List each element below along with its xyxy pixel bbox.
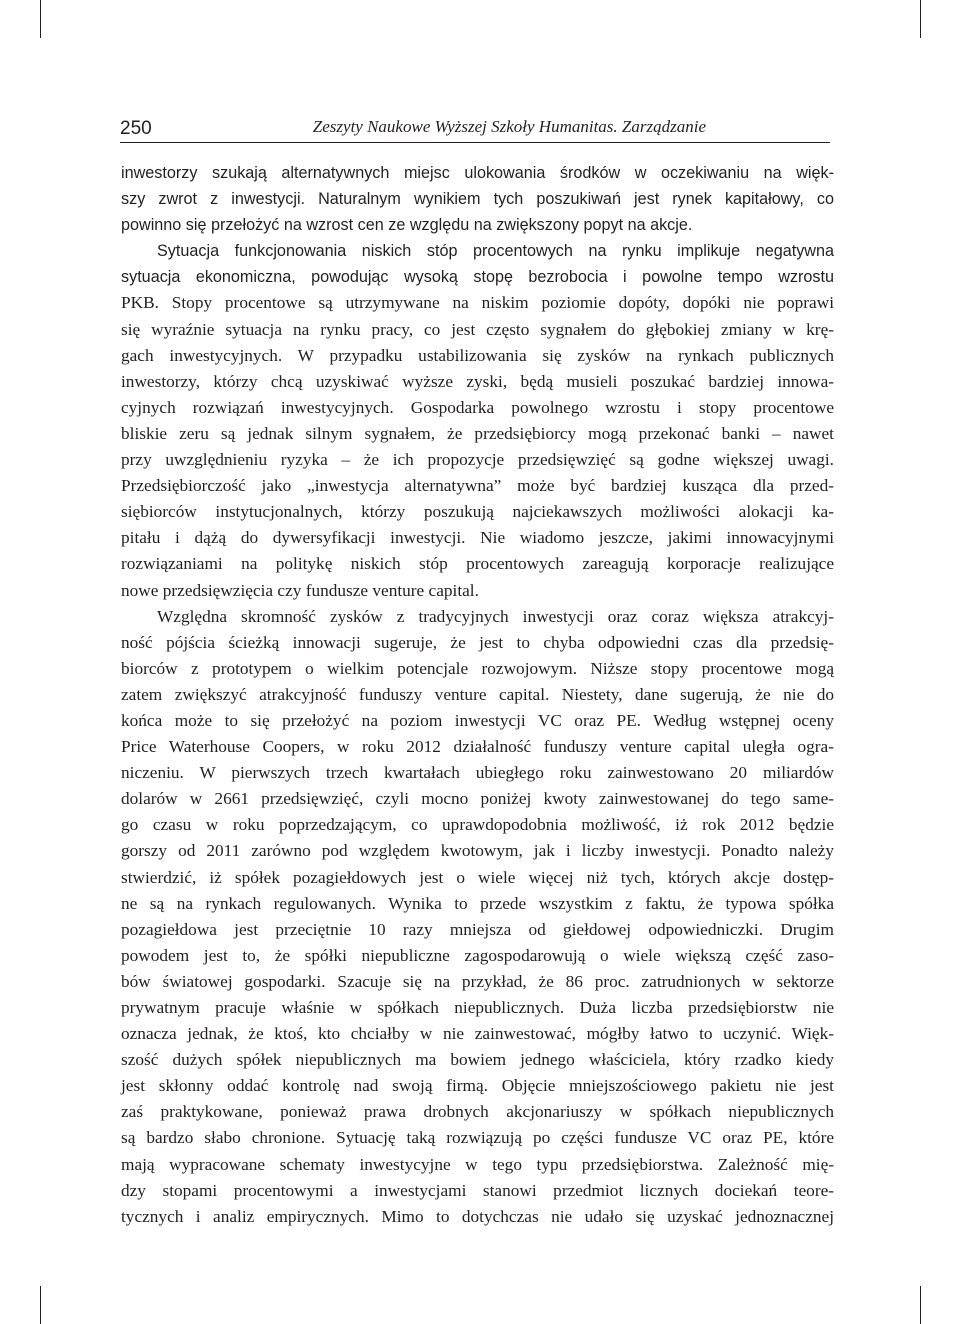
text-line: ność pójścia ścieżką innowacji sugeruje, że jest to chyba odpowiedni czas dla przedsię-	[121, 632, 834, 652]
text-line: biorców z prototypem o wielkim potencjale rozwojowym. Niższe stopy procentowe mogą	[121, 658, 834, 678]
text-line: go czasu w roku poprzedzającym, co uprawdopodobnia możliwość, iż rok 2012 będzie	[121, 815, 834, 835]
text-line: gach inwestycyjnych. W przypadku ustabilizowania się zysków na rynkach publicznych	[121, 345, 834, 365]
text-line: prywatnym pracuje właśnie w spółkach niepublicznych. Duża liczba przedsiębiorstw nie	[121, 998, 834, 1017]
text-line: się wyraźnie sytuacja na rynku pracy, co jest często sygnałem do głębokiej zmiany w krę-	[121, 319, 834, 339]
running-title: Zeszyty Naukowe Wyższej Szkoły Humanitas. Zarządzanie	[312, 117, 706, 136]
text-line: zatem zwiększyć atrakcyjność funduszy venture capital. Niestety, dane sugerują, że nie do	[121, 684, 834, 704]
text-line: bliskie zeru są jednak silnym sygnałem, że przedsiębiorcy mogą przekonać banki – nawet	[121, 423, 834, 443]
text-line: końca może to się przełożyć na poziom inwestycji VC oraz PE. Według wstępnej oceny	[121, 710, 834, 730]
text-line: niczeniu. W pierwszych trzech kwartałach ubiegłego roku zainwestowano 20 miliardów	[121, 763, 834, 783]
text-line: oznacza jednak, że ktoś, kto chciałby w nie zainwestować, mógłby łatwo to uczynić. Więk-	[121, 1024, 834, 1044]
text-line: tycznych i analiz empirycznych. Mimo to dotychczas nie udało się uzyskać jednoznacznej	[121, 1206, 834, 1226]
text-line: sytuacja ekonomiczna, powodując wysoką stopę bezrobocia i powolne tempo wzrostu	[121, 268, 834, 287]
text-line: cyjnych rozwiązań inwestycyjnych. Gospodarka powolnego wzrostu i stopy procentowe	[121, 397, 834, 417]
text-line: Price Waterhouse Coopers, w roku 2012 działalność funduszy venture capital uległa ogra-	[121, 737, 834, 757]
text-line: dzy stopami procentowymi a inwestycjami stanowi przedmiot licznych dociekań teore-	[121, 1180, 834, 1200]
text-line: nowe przedsięwzięcia czy fundusze venture capital.	[121, 580, 479, 600]
text-line: jest skłonny oddać kontrolę nad swoją firmą. Objęcie mniejszościowego pakietu nie jest	[121, 1076, 834, 1096]
text-line: bów światowej gospodarki. Szacuje się na przykład, że 86 proc. zatrudnionych w sektorze	[121, 971, 834, 991]
text-line: powodem jest to, że spółki niepubliczne zagospodarowują o wiele większą część zaso-	[121, 945, 834, 965]
page-number: 250	[120, 118, 152, 139]
text-line: mają wypracowane schematy inwestycyjne w tego typu przedsiębiorstwa. Zależność mię-	[121, 1154, 834, 1174]
crop-mark-top-left	[40, 0, 41, 38]
text-line: powinno się przełożyć na wzrost cen ze względu na zwiększony popyt na akcje.	[121, 216, 693, 235]
text-line: Przedsiębiorczość jako „inwestycja alternatywna” może być bardziej kusząca dla przed-	[121, 476, 834, 496]
text-line: szy zwrot z inwestycji. Naturalnym wynikiem tych poszukiwań jest rynek kapitałowy, co	[121, 190, 834, 209]
text-line: są bardzo słabo chronione. Sytuację taką rozwiązują po części fundusze VC oraz PE, które	[121, 1128, 834, 1148]
text-line: Względna skromność zysków z tradycyjnych inwestycji oraz coraz większa atrakcyj-	[157, 606, 834, 626]
text-line: przy uwzględnieniu ryzyka – że ich propozycje przedsięwzięć są godne większej uwagi.	[121, 450, 834, 470]
text-line: Sytuacja funkcjonowania niskich stóp procentowych na rynku implikuje negatywna	[157, 242, 834, 261]
text-line: zaś praktykowane, ponieważ prawa drobnych akcjonariuszy w spółkach niepublicznych	[121, 1102, 834, 1122]
page-header	[120, 112, 830, 143]
body-text	[121, 160, 834, 1230]
text-line: inwestorzy, którzy chcą uzyskiwać wyższe zyski, będą musieli poszukać bardziej innowa-	[121, 371, 834, 391]
text-line: PKB. Stopy procentowe są utrzymywane na niskim poziomie dopóty, dopóki nie poprawi	[121, 293, 834, 313]
crop-mark-top-right	[920, 0, 921, 38]
text-line: stwierdzić, iż spółek pozagiełdowych jest o wiele więcej niż tych, których akcje dostęp-	[121, 867, 834, 887]
text-line: gorszy od 2011 zarówno pod względem kwotowym, jak i liczby inwestycji. Ponadto należy	[121, 841, 834, 861]
crop-mark-bottom-right	[920, 1286, 921, 1324]
text-line: siębiorców instytucjonalnych, którzy poszukują najciekawszych możliwości alokacji ka-	[121, 502, 834, 522]
text-line: szość dużych spółek niepublicznych ma bowiem jednego właściciela, który rzadko kiedy	[121, 1050, 834, 1070]
text-line: rozwiązaniami na politykę niskich stóp procentowych zareagują korporacje realizujące	[121, 554, 834, 574]
text-line: inwestorzy szukają alternatywnych miejsc ulokowania środków w oczekiwaniu na więk-	[121, 164, 834, 182]
crop-mark-bottom-left	[40, 1286, 41, 1324]
text-line: pitału i dążą do dywersyfikacji inwestycji. Nie wiadomo jeszcze, jakimi innowacyjnymi	[121, 528, 834, 548]
text-line: ne są na rynkach regulowanych. Wynika to przede wszystkim z faktu, że typowa spółka	[121, 893, 834, 913]
text-line: dolarów w 2661 przedsięwzięć, czyli mocno poniżej kwoty zainwestowanej do tego same-	[121, 789, 834, 809]
text-line: pozagiełdowa jest przeciętnie 10 razy mniejsza od giełdowej odpowiedniczki. Drugim	[121, 919, 834, 939]
